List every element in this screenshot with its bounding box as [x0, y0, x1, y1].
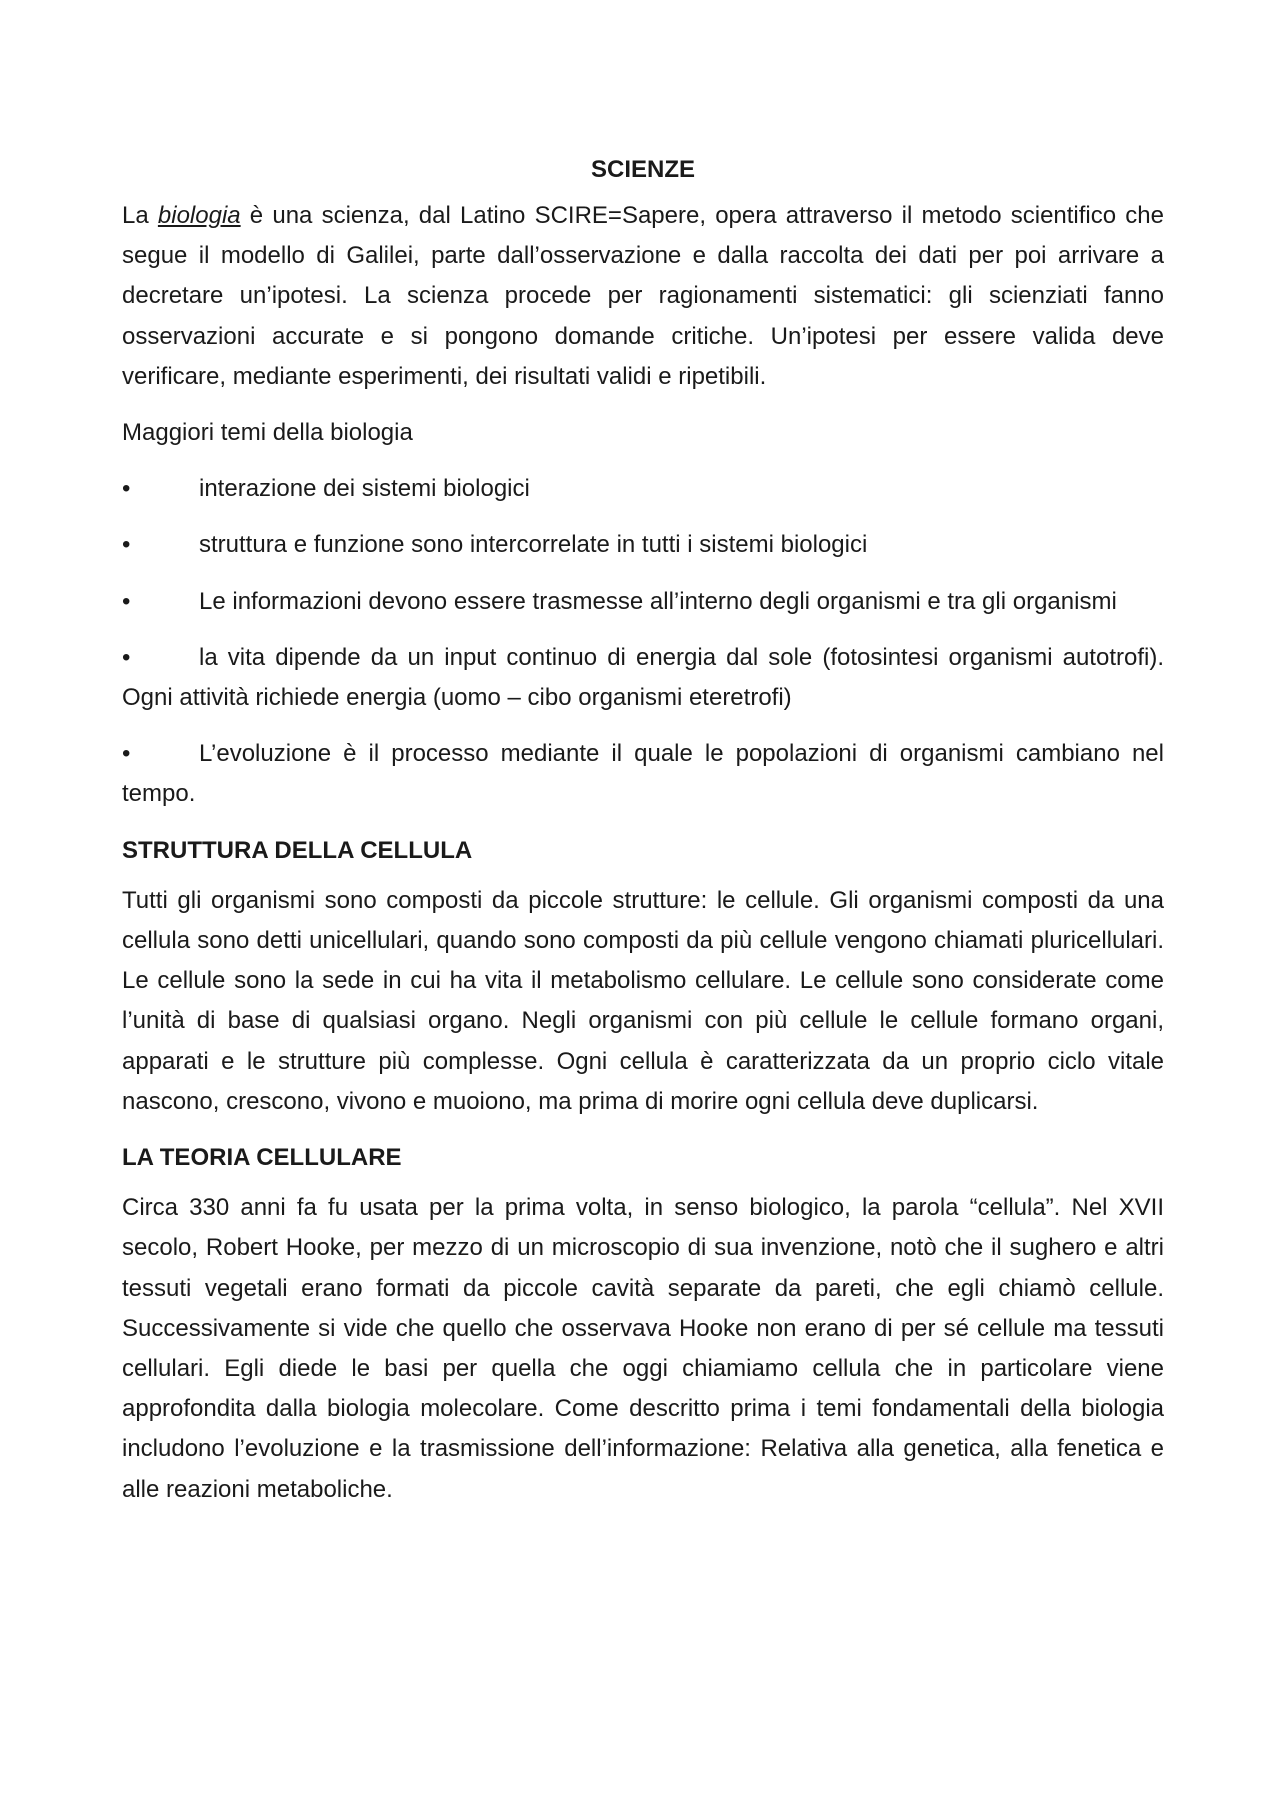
list-item: [122, 525, 1164, 565]
bullet-icon: •: [122, 643, 131, 671]
section-heading-cell-theory: LA TEORIA CELLULARE: [122, 1144, 402, 1172]
bullet-icon: •: [122, 740, 131, 768]
list-item: [122, 469, 1164, 509]
bullet-icon: •: [122, 475, 131, 503]
bullet-icon: •: [122, 531, 131, 559]
biologia-emphasis: biologia: [157, 202, 241, 229]
section-heading-cell-structure: STRUTTURA DELLA CELLULA: [122, 836, 473, 864]
intro-prefix: La: [122, 202, 158, 229]
list-item-text: Le informazioni devono essere trasmesse all’interno degli organismi e tra gli organismi: [199, 587, 1117, 615]
cell-structure-paragraph: Tutti gli organismi sono composti da piccole strutture: le cellule. Gli organismi composti da una cellula sono detti unicellulari, quando sono composti da più cellule vengono chiamati pluricellulari. Le cellule sono la sede in cui ha vita il metabolismo cellulare. Le cellule sono considerate come l’unità di base di qualsiasi organo. Negli organismi con più cellule le cellule formano organi, apparati e le strutture più complesse. Ogni cellula è caratterizzata da un proprio ciclo vitale nascono, crescono, vivono e muoiono, ma prima di morire ogni cellula deve duplicarsi.: [122, 886, 1164, 1115]
cell-theory-paragraph: Circa 330 anni fa fu usata per la prima volta, in senso biologico, la parola “cellula”. Nel XVII secolo, Robert Hooke, per mezzo di un microscopio di sua invenzione, notò che il sughero e altri tessuti vegetali erano formati da piccole cavità separate da pareti, che egli chiamò cellule. Successivamente si vide che quello che osservava Hooke non erano di per sé cellule ma tessuti cellulari. Egli diede le basi per quella che oggi chiamiamo cellula che in particolare viene approfondita dalla biologia molecolare. Come descritto prima i temi fondamentali della biologia includono l’evoluzione e la trasmissione dell’informazione: Relativa alla genetica, alla fenetica e alle reazioni metaboliche.: [122, 1194, 1164, 1503]
intro-paragraph: [122, 196, 1164, 397]
intro-rest: è una scienza, dal Latino SCIRE=Sapere, opera attraverso il metodo scientifico che segue il modello di Galilei, parte dall’osservazione e dalla raccolta dei dati per poi arrivare a decretare un’ipotesi. La scienza procede per ragionamenti sistematici: gli scienziati fanno osservazioni accurate e si pongono domande critiche. Un’ipotesi per essere valida deve verificare, mediante esperimenti, dei risultati validi e ripetibili.: [122, 202, 1164, 390]
bullet-icon: •: [122, 587, 131, 615]
list-item: [122, 582, 1164, 622]
list-item: [122, 734, 1164, 814]
document-page: [122, 150, 1164, 1526]
page-title: SCIENZE: [590, 156, 695, 183]
list-item: [122, 638, 1164, 718]
list-item-text: L’evoluzione è il processo mediante il quale le popolazioni di organismi cambiano nel tempo.: [122, 740, 1164, 808]
themes-label: Maggiori temi della biologia: [122, 419, 413, 447]
list-item-text: interazione dei sistemi biologici: [199, 475, 530, 503]
list-item-text: la vita dipende da un input continuo di energia dal sole (fotosintesi organismi autotrofi). Ogni attività richiede energia (uomo – cibo organismi eteretrofi): [122, 643, 1164, 712]
list-item-text: struttura e funzione sono intercorrelate in tutti i sistemi biologici: [199, 531, 868, 559]
